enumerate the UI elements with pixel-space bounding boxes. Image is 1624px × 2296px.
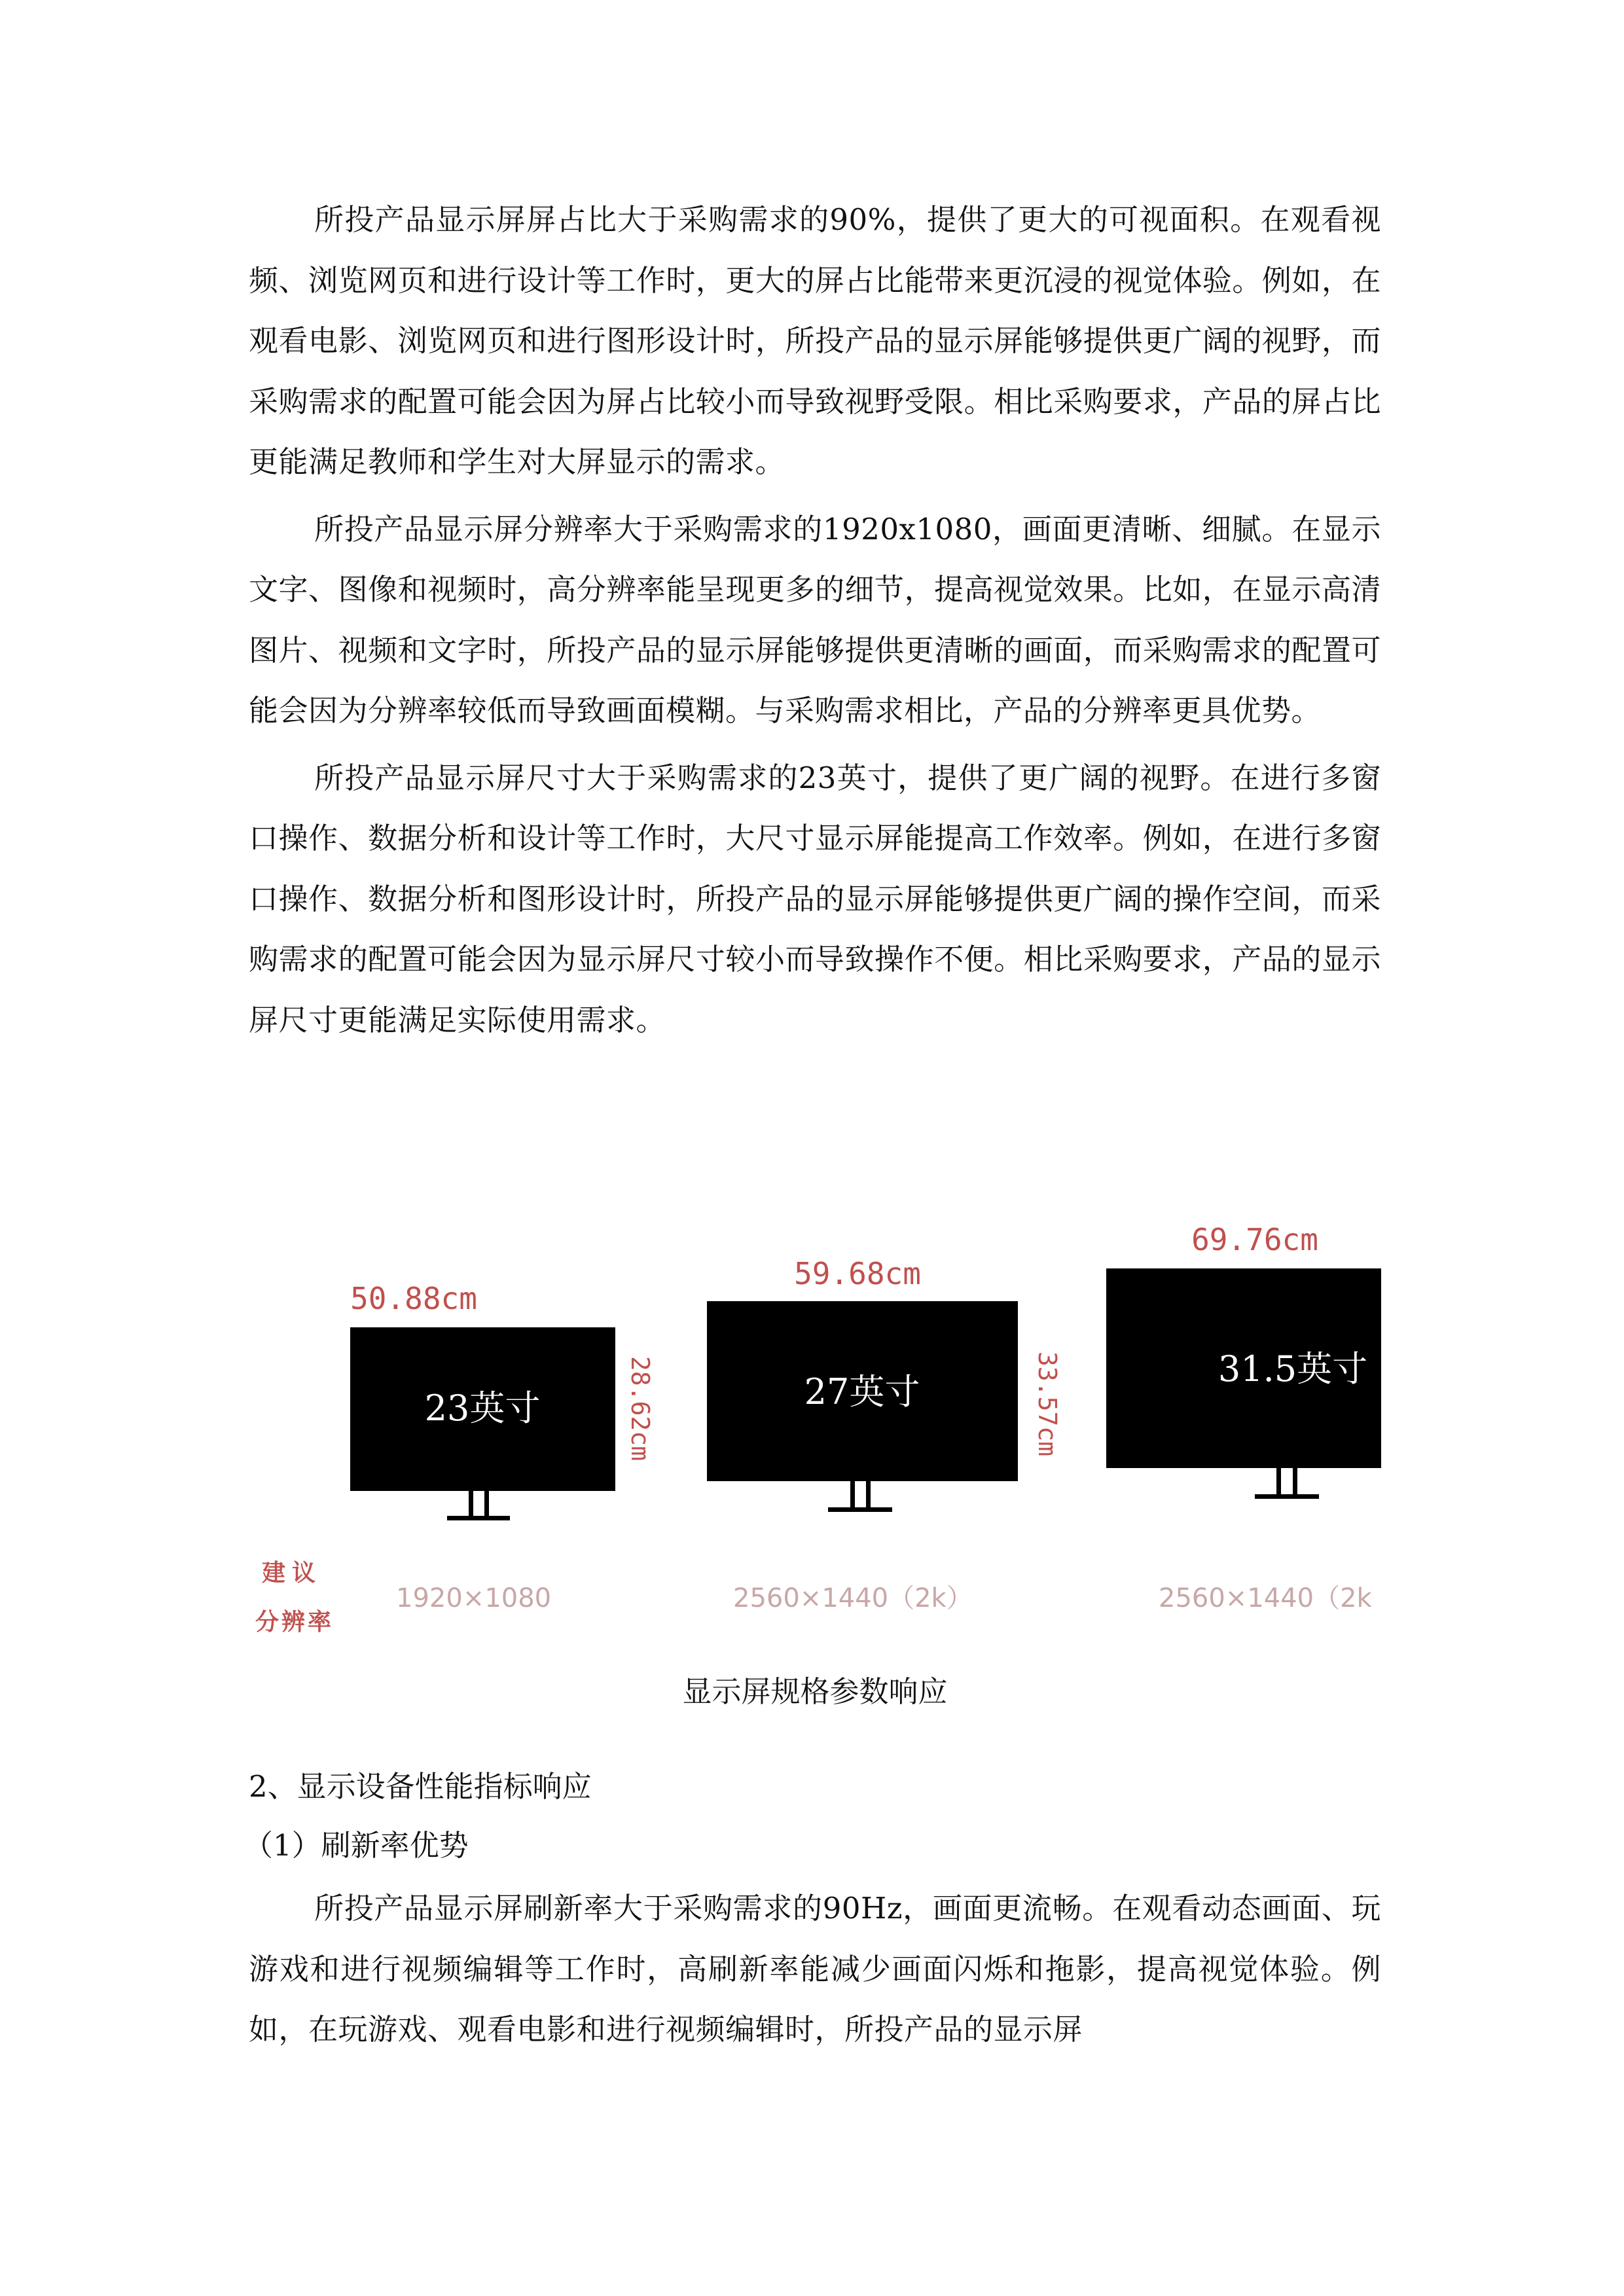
monitor-23 <box>350 1281 655 1520</box>
monitor-27-width-label: 59.68cm <box>794 1256 921 1291</box>
figure-caption: 显示屏规格参数响应 <box>682 1674 948 1709</box>
monitor-27-resolution: 2560×1440（2k） <box>733 1583 973 1613</box>
monitor-23-width-label: 50.88cm <box>350 1281 477 1316</box>
monitor-23-size-label: 23英寸 <box>424 1388 541 1429</box>
paragraph-refresh-rate: 所投产品显示屏刷新率大于采购需求的90Hz，画面更流畅。在观看动态画面、玩游戏和进行视频编辑等工作时，高刷新率能减少画面闪烁和拖影，提高视觉体验。例如，在玩游戏、观看电影和进行视频编辑时，所投产品的显示屏 <box>249 1891 1381 2047</box>
section-heading: 2、显示设备性能指标响应 <box>249 1769 592 1804</box>
paragraph-screen-ratio: 所投产品显示屏屏占比大于采购需求的90%，提供了更大的可视面积。在观看视频、浏览网页和进行设计等工作时，更大的屏占比能带来更沉浸的视觉体验。例如，在观看电影、浏览网页和进行图形设计时，所投产品的显示屏能够提供更广阔的视野，而采购需求的配置可能会因为屏占比较小而导致视野受限。相比采购要求，产品的屏占比更能满足教师和学生对大屏显示的需求。 <box>249 202 1381 479</box>
monitor-23-stand-left <box>469 1491 473 1516</box>
monitor-31-5 <box>1106 1222 1381 1499</box>
monitor-23-stand-right <box>484 1491 489 1516</box>
suggested-label-line2: 分辨率 <box>255 1609 334 1636</box>
monitor-27-size-label: 27英寸 <box>804 1371 920 1412</box>
paragraph-resolution: 所投产品显示屏分辨率大于采购需求的1920x1080，画面更清晰、细腻。在显示文字、图像和视频时，高分辨率能呈现更多的细节，提高视觉效果。比如，在显示高清图片、视频和文字时，所投产品的显示屏能够提供更清晰的画面，而采购需求的配置可能会因为分辨率较低而导致画面模糊。与采购需求相比，产品的分辨率更具优势。 <box>249 511 1381 728</box>
monitor-31-5-stand-right <box>1293 1468 1297 1494</box>
monitor-27 <box>707 1256 1062 1512</box>
monitor-31-5-base <box>1255 1494 1319 1499</box>
subsection-heading: （1）刷新率优势 <box>244 1828 469 1863</box>
monitor-31-5-resolution: 2560×1440（2k <box>1159 1583 1372 1613</box>
monitor-27-stand-left <box>850 1481 855 1507</box>
monitor-23-height-label: 28.62cm <box>626 1355 655 1462</box>
monitor-23-resolution: 1920×1080 <box>396 1583 552 1613</box>
monitor-27-base <box>828 1507 892 1512</box>
monitor-27-height-label: 33.57cm <box>1033 1351 1062 1457</box>
monitor-23-base <box>447 1516 510 1520</box>
monitor-31-5-stand-left <box>1276 1468 1281 1494</box>
suggested-label-line1: 建议 <box>262 1560 323 1587</box>
monitor-27-stand-right <box>866 1481 871 1507</box>
monitor-31-5-size-label: 31.5英寸 <box>1218 1348 1368 1390</box>
document-page <box>244 190 1381 2047</box>
paragraph-screen-size: 所投产品显示屏尺寸大于采购需求的23英寸，提供了更广阔的视野。在进行多窗口操作、数据分析和设计等工作时，大尺寸显示屏能提高工作效率。例如，在进行多窗口操作、数据分析和图形设计时，所投产品的显示屏能够提供更广阔的操作空间，而采购需求的配置可能会因为显示屏尺寸较小而导致操作不便。相比采购要求，产品的显示屏尺寸更能满足实际使用需求。 <box>249 760 1381 1037</box>
monitor-31-5-width-label: 69.76cm <box>1191 1222 1318 1257</box>
monitor-size-figure <box>249 1211 1381 1643</box>
